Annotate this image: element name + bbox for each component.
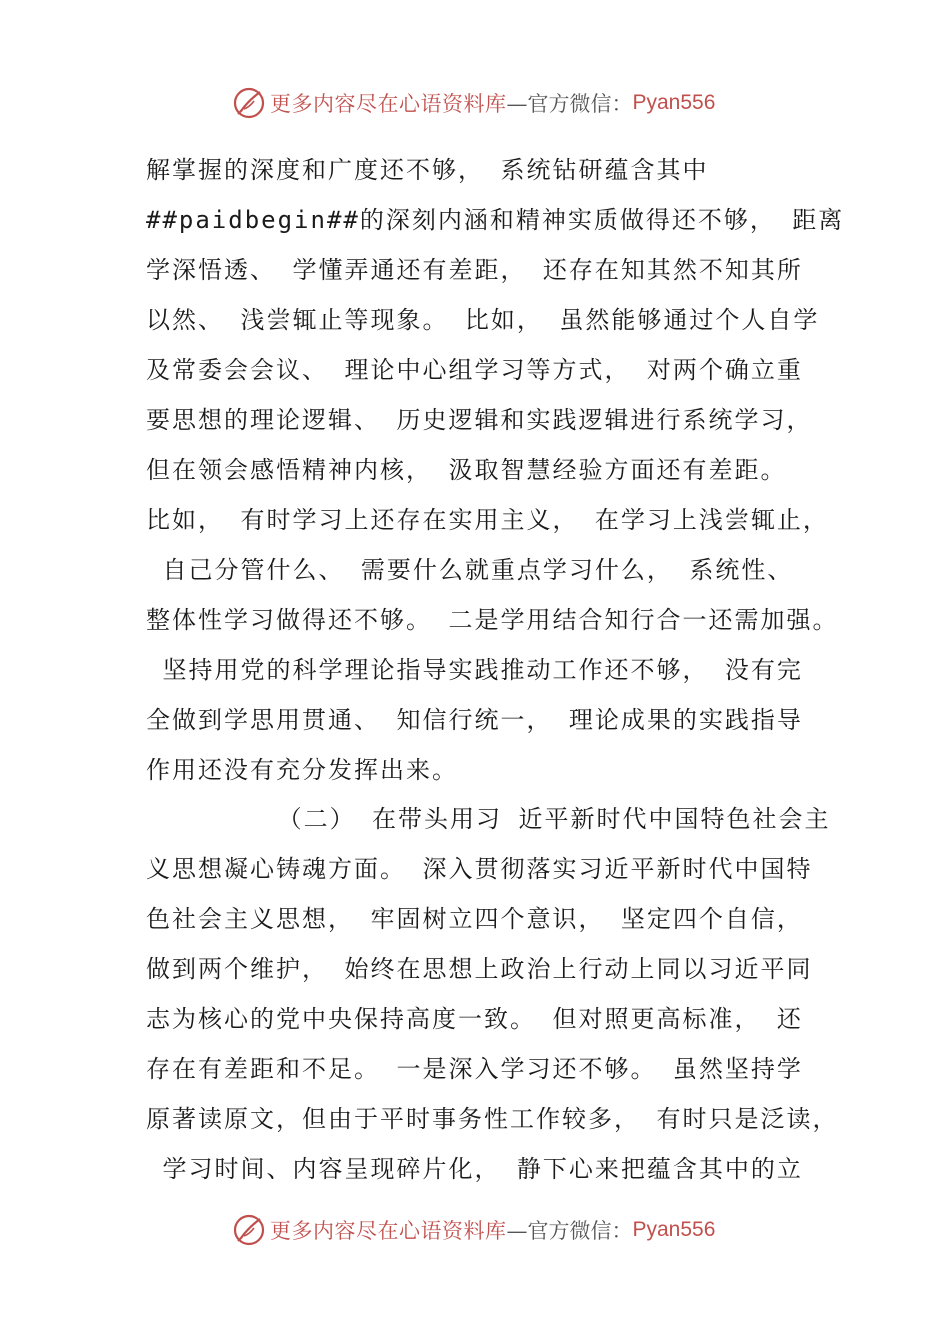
text-line: 以然、 浅尝辄止等现象。 比如， 虽然能够通过个人自学: [146, 306, 820, 334]
banner-subtitle: —官方微信：: [506, 1219, 633, 1243]
quill-logo-icon: [232, 1213, 266, 1247]
banner-title: 更多内容尽在心语资料库: [270, 1219, 507, 1243]
text-line: 色社会主义思想， 牢固树立四个意识， 坚定四个自信，: [146, 905, 803, 933]
text-line: 整体性学习做得还不够。 二是学用结合知行合一还需加强。: [146, 606, 839, 634]
text-line: 原著读原文，但由于平时事务性工作较多， 有时只是泛读，: [146, 1105, 839, 1133]
text-line: 做到两个维护， 始终在思想上政治上行动上同以习近平同: [146, 955, 813, 983]
text-line: 要思想的理论逻辑、 历史逻辑和实践逻辑进行系统学习，: [146, 406, 813, 434]
text-line: 学习时间、内容呈现碎片化， 静下心来把蕴含其中的立: [146, 1155, 803, 1183]
text-line: 解掌握的深度和广度还不够， 系统钻研蕴含其中: [146, 156, 709, 184]
text-line: 学深悟透、 学懂弄通还有差距， 还存在知其然不知其所: [146, 256, 803, 284]
text-line: （二） 在带头用习 近平新时代中国特色社会主: [146, 805, 831, 833]
text-line: 作用还没有充分发挥出来。: [146, 756, 458, 784]
footer-banner: [232, 1210, 715, 1250]
text-line: 及常委会会议、 理论中心组学习等方式， 对两个确立重: [146, 356, 803, 384]
banner-wechat-id: Pyan556: [632, 1218, 716, 1241]
banner-wechat-id: Pyan556: [632, 91, 716, 114]
banner-subtitle: —官方微信：: [506, 92, 633, 116]
text-line: ##paidbegin##的深刻内涵和精神实质做得还不够， 距离: [146, 206, 845, 234]
text-line: 存在有差距和不足。 一是深入学习还不够。 虽然坚持学: [146, 1055, 803, 1083]
text-line: 志为核心的党中央保持高度一致。 但对照更高标准， 还: [146, 1005, 803, 1033]
banner-title: 更多内容尽在心语资料库: [270, 92, 507, 116]
text-line: 但在领会感悟精神内核， 汲取智慧经验方面还有差距。: [146, 456, 787, 484]
text-line: 比如， 有时学习上还存在实用主义， 在学习上浅尝辄止，: [146, 506, 829, 534]
quill-logo-icon: [232, 86, 266, 120]
header-banner: [232, 83, 715, 123]
text-line: 全做到学思用贯通、 知信行统一， 理论成果的实践指导: [146, 706, 803, 734]
text-line: 坚持用党的科学理论指导实践推动工作还不够， 没有完: [146, 656, 803, 684]
text-line: 义思想凝心铸魂方面。 深入贯彻落实习近平新时代中国特: [146, 855, 813, 883]
text-line: 自己分管什么、 需要什么就重点学习什么， 系统性、: [146, 556, 794, 584]
